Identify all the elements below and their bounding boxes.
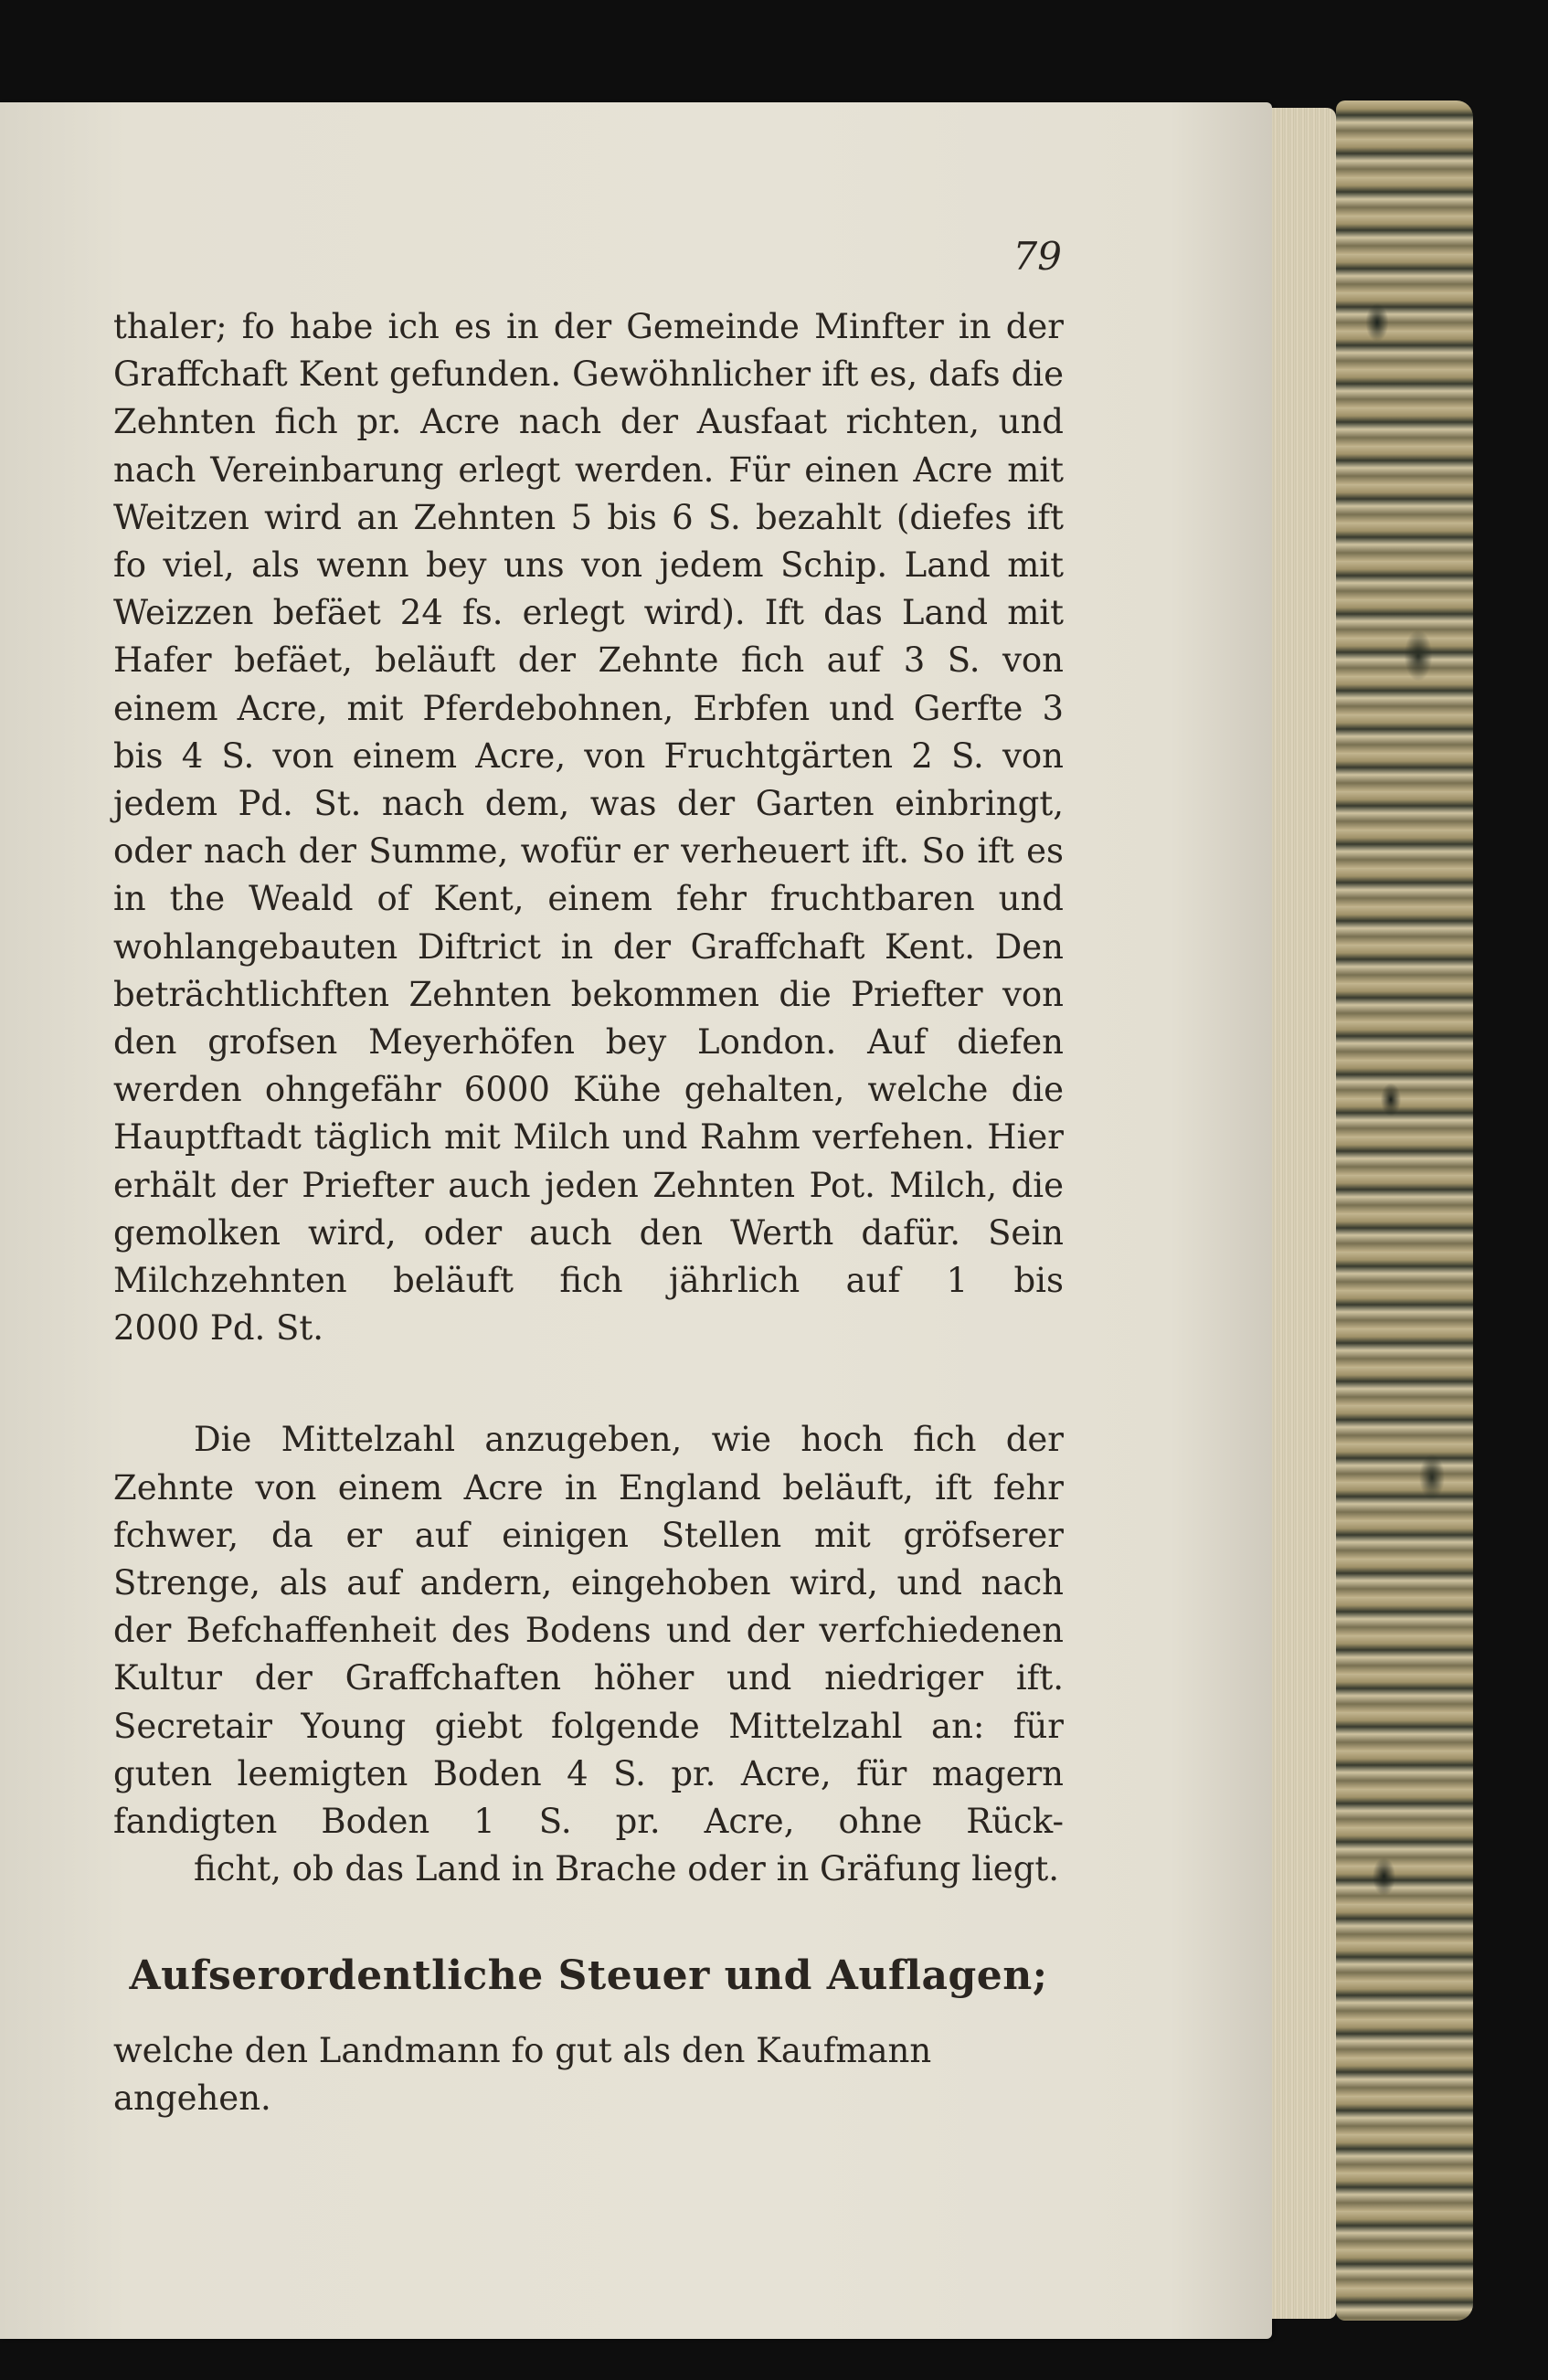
section-heading: Aufserordentliche Steuer und Auflagen; [129,1952,1048,1999]
paragraph-average [113,1416,1064,1893]
marbled-book-edge [1336,100,1473,2321]
paragraph-last-line: ficht, ob das Land in Brache oder in Gräfung liegt. [194,1849,1060,1889]
page-body [113,228,1064,2122]
paragraph-tithes [113,303,1064,1352]
page-number: 79 [1013,234,1062,279]
paragraph-text: Die Mittelzahl anzugeben, wie hoch fich der Zehnte von einem Acre in England beläuft, ift fehr fchwer, da er auf einigen Stellen mit gröfserer Strenge, als auf andern, eingehoben wird, und nach der Befchaffenheit des Bodens und der verfchiedenen Kultur der Graffchaften höher und niedriger ift. Secretair Young giebt folgende Mittelzahl an: für guten leemigten Boden 4 S. pr. Acre, für magern fandigten Boden 1 S. pr. Acre, ohne Rück- [113,1420,1064,1842]
paragraph-text: thaler; fo habe ich es in der Gemeinde Minfter in der Graffchaft Kent gefunden. Gewöhnlicher ift es, dafs die Zehnten fich pr. Acre nach der Ausfaat richten, und nach Vereinbarung erlegt werden. Für einen Acre mit Weitzen wird an Zehnten 5 bis 6 S. bezahlt (diefes ift fo viel, als wenn bey uns von jedem Schip. Land mit Weizzen befäet 24 fs. erlegt wird). Ift das Land mit Hafer befäet, beläuft der Zehnte fich auf 3 S. von einem Acre, mit Pferdebohnen, Erbfen und Gerfte 3 bis 4 S. von einem Acre, von Fruchtgärten 2 S. von jedem Pd. St. nach dem, was der Garten einbringt, oder nach der Summe, wofür er verheuert ift. So ift es in the Weald of Kent, einem fehr fruchtbaren und wohlangebauten Diftrict in der Graffchaft Kent. Den beträchtlichften Zehnten bekommen die Priefter von den grofsen Meyerhöfen bey London. Auf diefen werden ohngefähr 6000 Kühe gehalten, welche die Hauptftadt täglich mit Milch und Rahm verfehen. Hier erhält der Priefter auch jeden Zehnten Pot. Milch, die gemolken wird, oder auch den Werth dafür. Sein Milchzehnten beläuft fich jährlich auf 1 bis [113,307,1064,1301]
page-edges [1272,108,1336,2319]
section-subheading: welche den Landmann fo gut als den Kaufmann angehen. [113,2030,932,2118]
paragraph-last-line: 2000 Pd. St. [113,1308,324,1349]
